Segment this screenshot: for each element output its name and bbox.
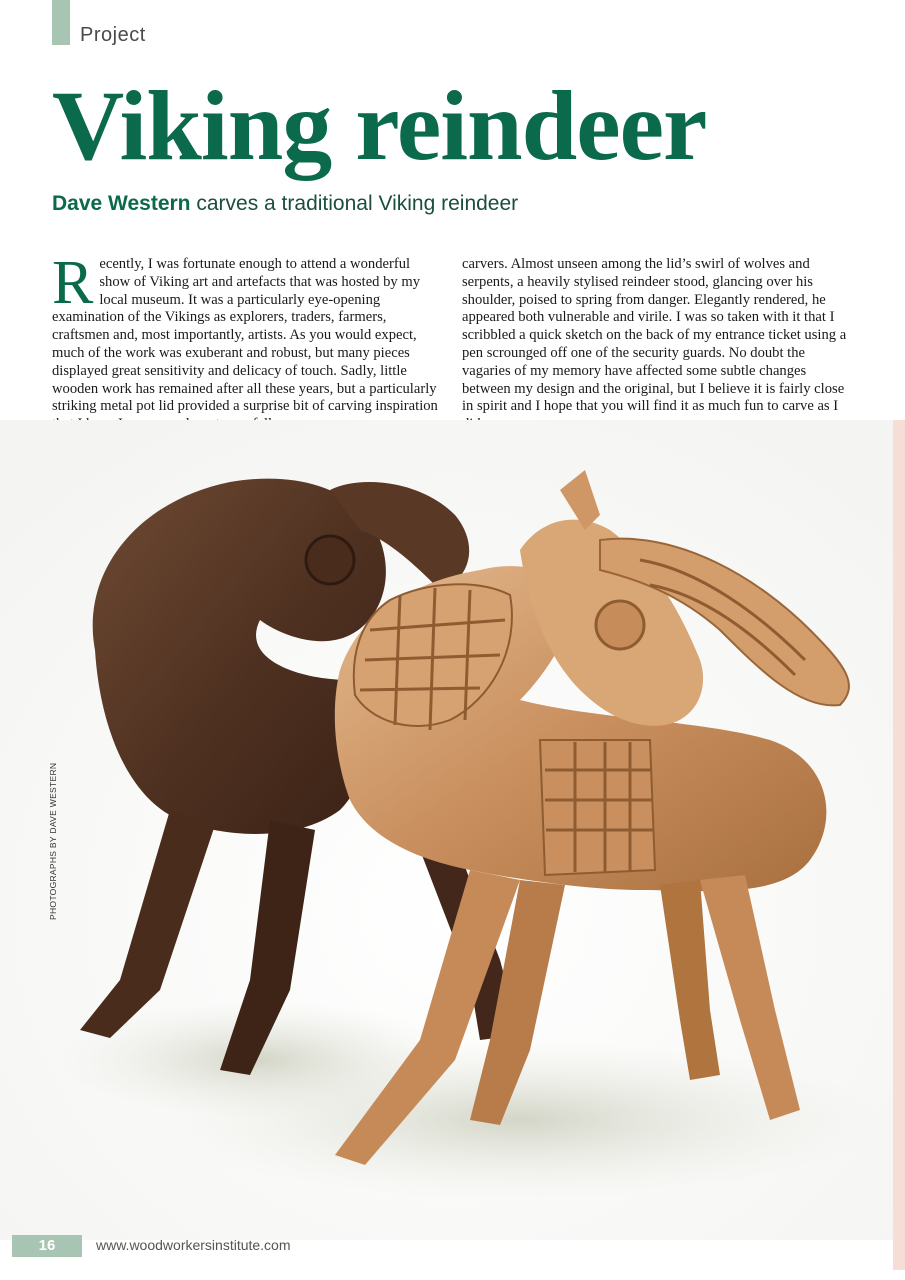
section-label: Project <box>80 24 146 46</box>
standfirst <box>52 192 518 216</box>
carved-reindeer-photo <box>0 420 905 1240</box>
body-column-right: carvers. Almost unseen among the lid’s swirl of wolves and serpents, a heavily stylised reindeer stood, glancing over his shoulder, poised to spring from danger. Elegantly rendered, he appeared both vulnerable and virile. I was so taken with it that I scribbled a quick sketch on the back of my entrance ticket using a pen scrounged off one of the security guards. No doubt the vagaries of my memory have affected some subtle changes between my design and the original, but I believe it is fairly close in spirit and I hope that you will find it as much fun to carve as I <box>462 256 847 415</box>
page-number: 16 <box>38 1237 56 1254</box>
body-text-left: ecently, I was fortunate enough to attend a wonderful show of Viking art and artefacts that was hosted by my local museum. It was a particularly eye-opening examination of the Vikings as explorers, traders, farmers, craftsmen and, most importantly, artists. As you would expect, much of the work was exuberant and robust, but many pieces displayed great sensitivity and delicacy of touch. Sadly, little wooden work has remained after all these years, but a particularly striking metal pot lid provided a surprise bit of carving inspiration <box>52 256 438 415</box>
photo-credit: PHOTOGRAPHS BY DAVE WESTERN <box>48 762 58 920</box>
author-name: Dave Western <box>52 192 191 215</box>
article-title: Viking reindeer <box>52 70 707 181</box>
drop-cap: R <box>52 249 94 317</box>
standfirst-text: carves a traditional Viking reindeer <box>196 192 519 215</box>
footer-url: www.woodworkersinstitute.com <box>96 1237 291 1253</box>
section-marker <box>52 0 70 45</box>
page-edge-strip <box>893 420 905 1270</box>
body-column-left <box>52 249 444 434</box>
